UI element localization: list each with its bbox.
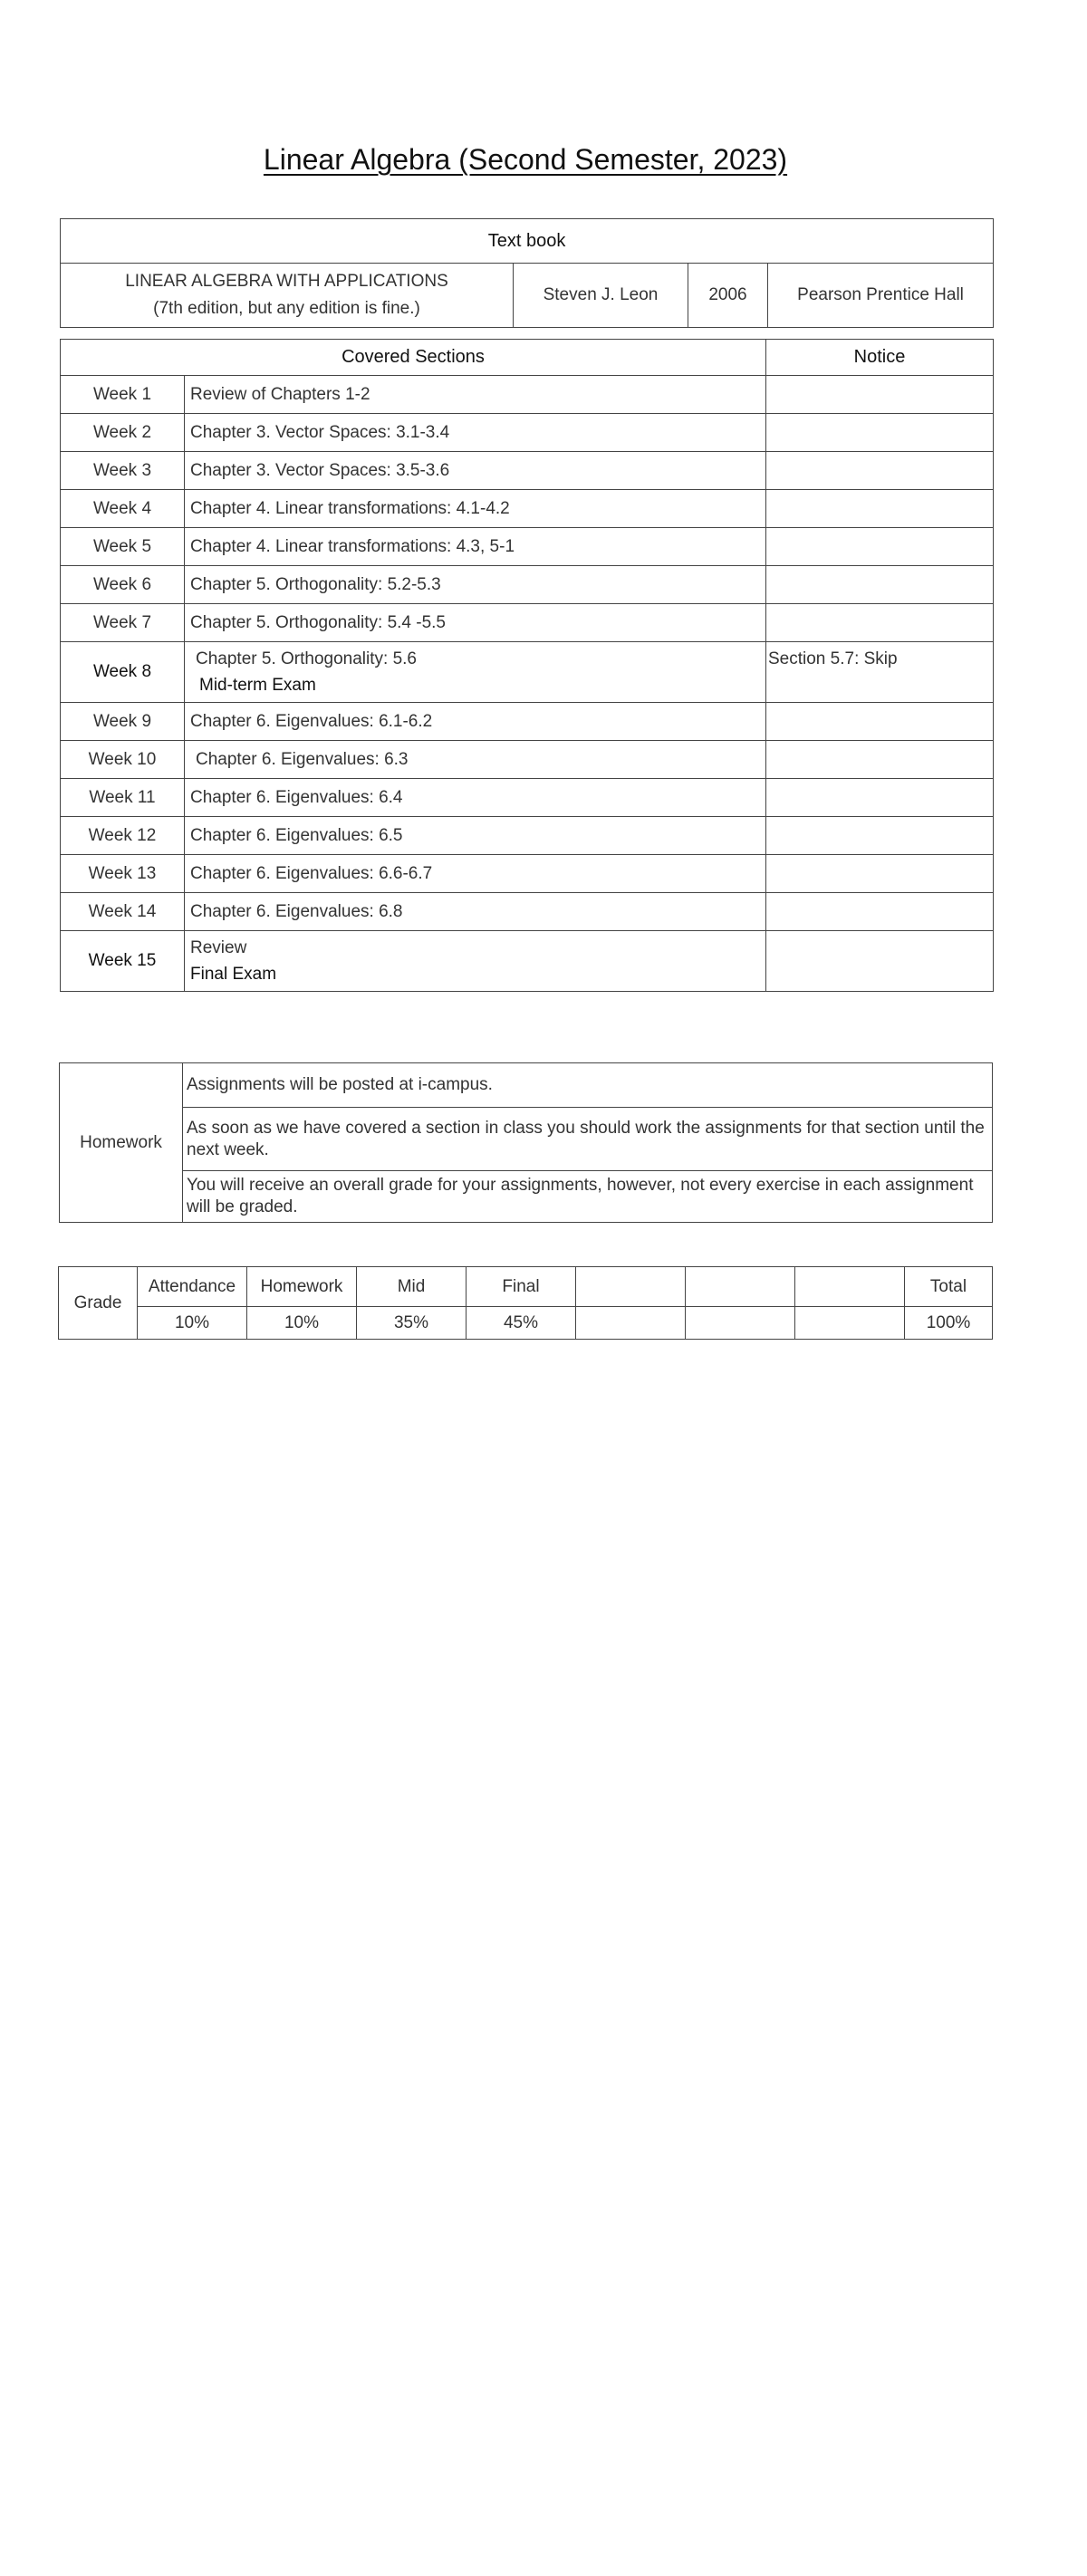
week-section: Chapter 4. Linear transformations: 4.1-4.2 [185, 490, 766, 528]
week-notice [766, 452, 994, 490]
grade-header-total: Total [905, 1267, 993, 1307]
schedule-row [61, 893, 994, 931]
week-section: Chapter 6. Eigenvalues: 6.1-6.2 [185, 703, 766, 741]
week-section: Chapter 6. Eigenvalues: 6.6-6.7 [185, 855, 766, 893]
homework-table [59, 1062, 993, 1223]
grade-value-homework: 10% [247, 1307, 357, 1340]
week-notice [766, 703, 994, 741]
page-title [0, 143, 1051, 177]
textbook-title-cell [61, 264, 514, 328]
grade-value-empty [795, 1307, 905, 1340]
textbook-year: 2006 [688, 264, 768, 328]
week-notice [766, 855, 994, 893]
week-notice [766, 741, 994, 779]
week-notice: Section 5.7: Skip [766, 642, 994, 703]
schedule-row [61, 376, 994, 414]
schedule-row [61, 452, 994, 490]
week-exam: Mid-term Exam [199, 676, 316, 695]
week-label: Week 5 [61, 528, 185, 566]
textbook-publisher: Pearson Prentice Hall [768, 264, 994, 328]
grade-value-total: 100% [905, 1307, 993, 1340]
grade-value-empty [686, 1307, 795, 1340]
textbook-table [60, 218, 994, 328]
week-notice [766, 414, 994, 452]
week-label: Week 11 [61, 779, 185, 817]
week-notice [766, 931, 994, 992]
schedule-row [61, 779, 994, 817]
week-label: Week 3 [61, 452, 185, 490]
schedule-row [61, 703, 994, 741]
week-label: Week 4 [61, 490, 185, 528]
week-label: Week 2 [61, 414, 185, 452]
week-section-cell [185, 642, 766, 703]
week-section: Chapter 5. Orthogonality: 5.4 -5.5 [185, 604, 766, 642]
week-label: Week 7 [61, 604, 185, 642]
week-notice [766, 893, 994, 931]
week-label: Week 8 [61, 642, 185, 703]
week-label: Week 1 [61, 376, 185, 414]
grade-header-attendance: Attendance [138, 1267, 247, 1307]
schedule-row [61, 642, 994, 703]
week-section: Review [190, 938, 247, 957]
schedule-row [61, 566, 994, 604]
textbook-title: LINEAR ALGEBRA WITH APPLICATIONS [125, 272, 448, 291]
week-label: Week 6 [61, 566, 185, 604]
week-label: Week 14 [61, 893, 185, 931]
title-text: Linear Algebra (Second Semester, 2023) [263, 143, 788, 176]
week-section-cell [185, 931, 766, 992]
week-section: Chapter 3. Vector Spaces: 3.5-3.6 [185, 452, 766, 490]
schedule-header-sections: Covered Sections [61, 340, 766, 376]
week-notice [766, 490, 994, 528]
schedule-row [61, 528, 994, 566]
week-section: Chapter 6. Eigenvalues: 6.3 [185, 741, 766, 779]
textbook-header: Text book [61, 219, 994, 264]
schedule-table [60, 339, 994, 992]
homework-item: You will receive an overall grade for your assignments, however, not every exercise in each assignment will be graded. [183, 1171, 993, 1223]
homework-item: As soon as we have covered a section in class you should work the assignments for that section until the next week. [183, 1108, 993, 1171]
week-notice [766, 817, 994, 855]
grade-header-homework: Homework [247, 1267, 357, 1307]
week-section: Chapter 5. Orthogonality: 5.6 [196, 649, 417, 668]
schedule-row [61, 817, 994, 855]
schedule-header-notice: Notice [766, 340, 994, 376]
grade-value-mid: 35% [357, 1307, 467, 1340]
grade-table [58, 1266, 993, 1340]
week-label: Week 15 [61, 931, 185, 992]
grade-value-attendance: 10% [138, 1307, 247, 1340]
schedule-row [61, 855, 994, 893]
grade-header-final: Final [467, 1267, 576, 1307]
week-label: Week 13 [61, 855, 185, 893]
homework-item: Assignments will be posted at i-campus. [183, 1063, 993, 1108]
schedule-row [61, 490, 994, 528]
week-notice [766, 779, 994, 817]
week-section: Chapter 6. Eigenvalues: 6.5 [185, 817, 766, 855]
textbook-author: Steven J. Leon [514, 264, 688, 328]
week-section: Chapter 5. Orthogonality: 5.2-5.3 [185, 566, 766, 604]
grade-header-empty [795, 1267, 905, 1307]
week-section: Chapter 6. Eigenvalues: 6.4 [185, 779, 766, 817]
week-label: Week 9 [61, 703, 185, 741]
grade-header-empty [576, 1267, 686, 1307]
grade-label: Grade [59, 1267, 138, 1340]
week-section: Chapter 3. Vector Spaces: 3.1-3.4 [185, 414, 766, 452]
week-notice [766, 604, 994, 642]
grade-header-mid: Mid [357, 1267, 467, 1307]
week-exam: Final Exam [190, 965, 277, 984]
schedule-row [61, 931, 994, 992]
grade-value-final: 45% [467, 1307, 576, 1340]
week-section: Chapter 6. Eigenvalues: 6.8 [185, 893, 766, 931]
textbook-edition: (7th edition, but any edition is fine.) [153, 299, 420, 318]
week-notice [766, 566, 994, 604]
schedule-row [61, 741, 994, 779]
grade-header-empty [686, 1267, 795, 1307]
homework-label: Homework [60, 1063, 183, 1223]
schedule-row [61, 604, 994, 642]
week-notice [766, 376, 994, 414]
schedule-row [61, 414, 994, 452]
grade-value-empty [576, 1307, 686, 1340]
week-section: Review of Chapters 1-2 [185, 376, 766, 414]
week-section: Chapter 4. Linear transformations: 4.3, 5-1 [185, 528, 766, 566]
week-label: Week 12 [61, 817, 185, 855]
week-label: Week 10 [61, 741, 185, 779]
week-notice [766, 528, 994, 566]
